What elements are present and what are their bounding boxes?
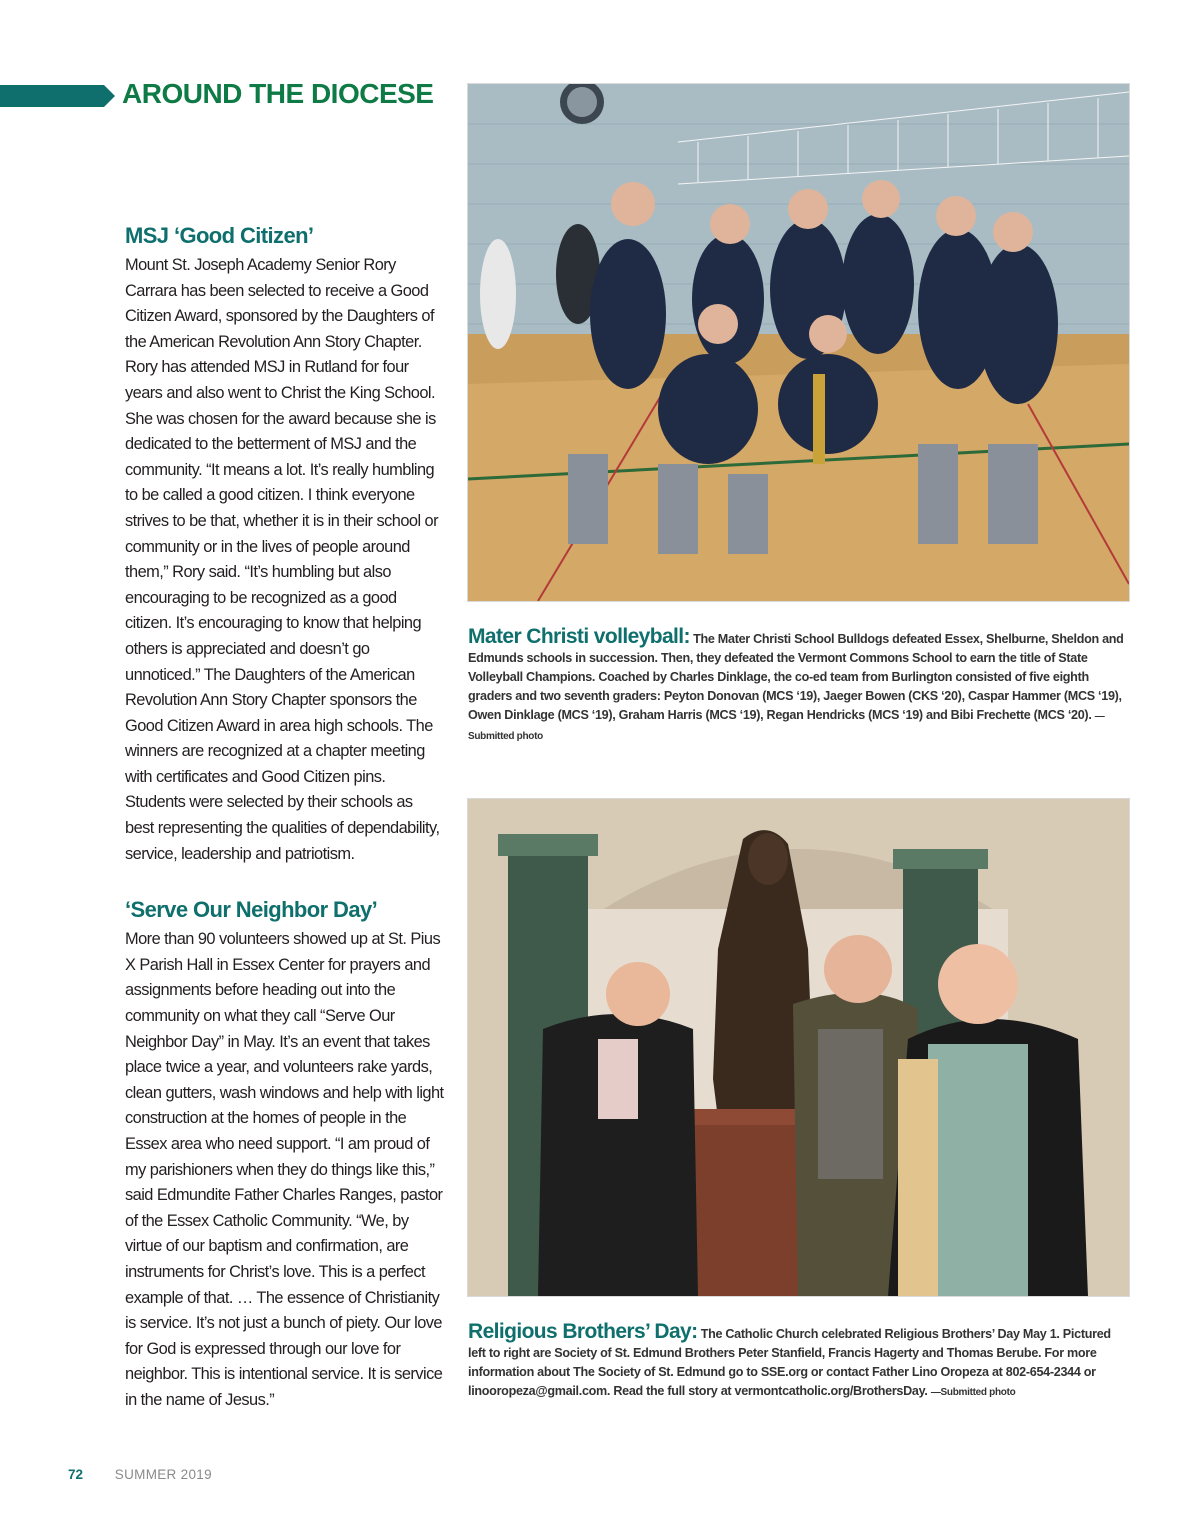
- brothers-photo-caption: [468, 1322, 1130, 1402]
- section-banner-arrow: [104, 85, 115, 107]
- section-title: AROUND THE DIOCESE: [122, 78, 434, 109]
- caption-head-brothers: Religious Brothers’ Day:: [468, 1320, 698, 1343]
- photo-credit-brothers: —Submitted photo: [930, 1387, 1016, 1398]
- caption-body-volleyball: The Mater Christi School Bulldogs defeated Essex, Shelburne, Sheldon and Edmunds schools in succession. Then, they defeated the Vermont Commons School to earn the title of State Volleyball Champions. Coached by Charles Dinklage, the co-ed team from Burlington consisted of five eighth graders and two seventh graders: Peyton Donovan (MCS ‘19), Jaeger Bowen (CKS ‘20), Caspar Hammer (MCS ‘19), Owen Dinklage (MCS ‘19), Graham Harris (MCS ‘19), Regan Hendricks (MCS ‘19) and Bibi Frechette (MCS ‘20).: [468, 632, 1124, 722]
- left-column: [125, 223, 445, 1414]
- volleyball-photo-caption: [468, 627, 1130, 746]
- section-banner-bar: [0, 85, 104, 107]
- article-body-serve-neighbor: More than 90 volunteers showed up at St. Pius X Parish Hall in Essex Center for prayers and assignments before heading out into the community on what they call “Serve Our Neighbor Day” in May. It’s an event that takes place twice a year, and volunteers rake yards, clean gutters, wash windows and help with light construction at the homes of people in the Essex area who need support. “I am proud of my parishioners when they do things like this,” said Edmundite Father Charles Ranges, pastor of the Essex Catholic Community. “We, by virtue of our baptism and confirmation, are instruments for Christ’s love. This is a perfect example of that. … The essence of Christianity is service. It’s not just a bunch of piety. Our love for God is expressed through our love for neighbor. This is intentional service. It is service in the name of Jesus.”: [125, 930, 444, 1409]
- page-footer: [68, 1467, 212, 1482]
- caption-body-brothers: The Catholic Church celebrated Religious Brothers’ Day May 1. Pictured left to right are Society of St. Edmund Brothers Peter Stanfield, Francis Hagerty and Thomas Berube. For more information about The Society of St. Edmund go to SSE.org or contact Father Lino Oropeza at 802-654-2344 or linooropeza@gmail.com. Read the full story at vermontcatholic.org/BrothersDay.: [468, 1327, 1111, 1398]
- caption-head-volleyball: Mater Christi volleyball:: [468, 625, 690, 648]
- photo-credit-volleyball: —Submitted photo: [468, 711, 1105, 742]
- article-headline-good-citizen: MSJ ‘Good Citizen’: [125, 223, 314, 248]
- religious-brothers-photo: [467, 798, 1130, 1297]
- issue-label: SUMMER 2019: [114, 1467, 212, 1482]
- page-number: 72: [68, 1467, 84, 1482]
- article-headline-serve-neighbor: ‘Serve Our Neighbor Day’: [125, 897, 378, 923]
- article-body-good-citizen: Mount St. Joseph Academy Senior Rory Carrara has been selected to receive a Good Citizen Award, sponsored by the Daughters of the American Revolution Ann Story Chapter. Rory has attended MSJ in Rutland for four years and also went to Christ the King School. She was chosen for the award because she is dedicated to the betterment of MSJ and the community. “It means a lot. It’s really humbling to be called a good citizen. I think everyone strives to be that, whether it is in their school or community or in the lives of people around them,” Rory said. “It’s humbling but also encouraging to be recognized as a good citizen. It’s encouraging to know that helping others is appreciated and doesn’t go unnoticed.” The Daughters of the American Revolution Ann Story Chapter sponsors the Good Citizen Award in area high schools. The winners are recognized at a chapter meeting with certificates and Good Citizen pins. Students were selected by their schools as best representing the qualities of dependability, service, leadership and patriotism.: [125, 256, 440, 863]
- volleyball-team-photo: [467, 83, 1130, 602]
